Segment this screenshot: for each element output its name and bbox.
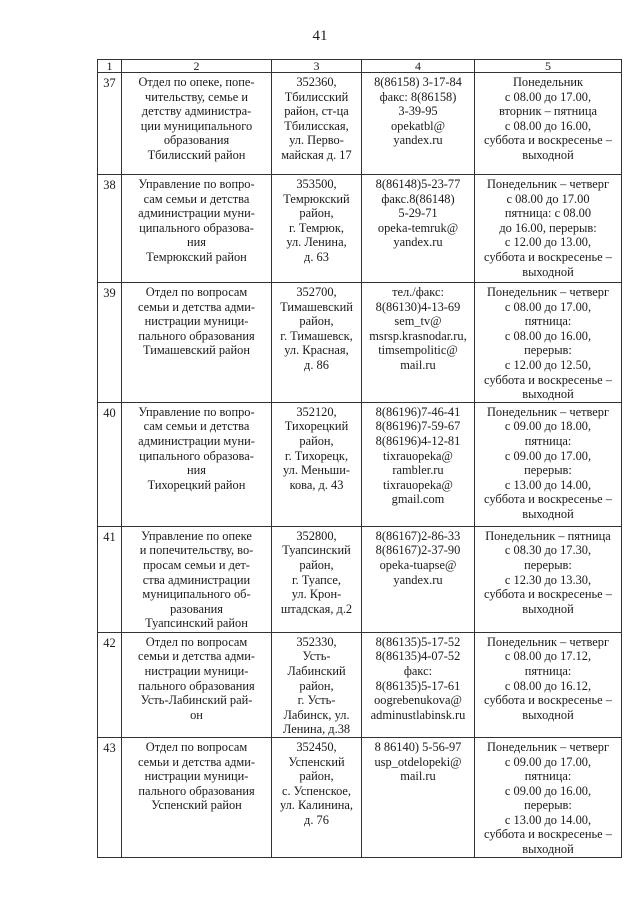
org-name-line: Темрюкский район — [146, 249, 247, 264]
org-name-line: детству администра- — [141, 104, 252, 119]
address-line: район, — [299, 678, 334, 693]
hours-line: суббота и воскресенье – — [484, 492, 612, 507]
hours-line: выходной — [522, 601, 574, 616]
address-line: г. Темрюк, — [289, 220, 344, 235]
hours-line: суббота и воскресенье – — [484, 372, 612, 387]
hours-line: выходной — [522, 387, 574, 402]
org-name-line: Отдел по вопросам — [145, 285, 248, 299]
address-line: Темрюкский — [283, 191, 350, 206]
contact-line: 8(86130)4-13-69 — [375, 299, 461, 314]
contact-line: usp_otdelopeki@ — [374, 754, 462, 769]
address-line: Успенский — [288, 754, 345, 769]
hours-line: пятница: с 08.00 — [504, 206, 592, 221]
address-line: район, — [299, 769, 334, 784]
hours-line: с 09.00 до 17.00, — [504, 448, 592, 463]
org-name-line: Тбилисский район — [147, 147, 246, 162]
contact-line: 8(86167)2-86-33 — [375, 528, 461, 543]
address-line: район, — [299, 557, 334, 572]
address-cell — [272, 283, 362, 403]
contact-line: 8(86135)5-17-61 — [375, 678, 461, 693]
address-line: ул. Калинина, — [279, 798, 354, 813]
org-name-line: просам семьи и дет- — [143, 557, 250, 572]
hours-line: суббота и воскресенье – — [484, 249, 612, 264]
hours-cell — [475, 283, 622, 403]
address-line: г. Тимашевск, — [280, 328, 353, 343]
contact-line: sem_tv@ — [394, 314, 442, 329]
address-line: Лабинск, ул. — [283, 707, 350, 722]
address-cell — [272, 175, 362, 283]
hours-line: выходной — [522, 506, 574, 521]
page-number: 41 — [312, 28, 328, 44]
contact-line: mail.ru — [400, 357, 436, 372]
contacts-cell — [362, 737, 475, 857]
hours-line: суббота и воскресенье – — [484, 827, 612, 842]
contact-line: 8(86196)7-59-67 — [375, 419, 461, 434]
contact-line: yandex.ru — [393, 133, 443, 148]
hours-line: Понедельник – четверг — [486, 285, 610, 299]
org-name-line: чительству, семье и — [145, 89, 248, 104]
address-line: 352330, — [296, 634, 337, 649]
address-line: район, ст-ца — [284, 104, 349, 119]
contact-line: opekatbl@ — [390, 118, 446, 133]
contact-line: 8(86167)2-37-90 — [375, 543, 461, 558]
contact-line: 8 86140) 5-56-97 — [374, 739, 462, 754]
org-name-line: Тимашевский район — [143, 343, 250, 358]
name-cell — [122, 526, 272, 632]
hours-line: Понедельник – четверг — [486, 177, 610, 191]
hours-line: выходной — [522, 707, 574, 722]
hours-line: с 08.00 до 17.00, — [504, 299, 592, 314]
contact-line: 8(86148)5-23-77 — [375, 177, 461, 191]
column-header: 3 — [272, 60, 362, 73]
contacts-cell — [362, 632, 475, 737]
table-row — [98, 737, 622, 857]
org-name-line: Тихорецкий район — [147, 477, 246, 492]
org-name-line: Управление по вопро- — [138, 404, 255, 419]
contact-line: факс: 8(86158) — [379, 89, 457, 104]
address-line: д. 63 — [304, 249, 329, 264]
column-header: 5 — [475, 60, 622, 73]
table-row — [98, 175, 622, 283]
contact-line: 5-29-71 — [398, 206, 438, 221]
address-line: район, — [299, 433, 334, 448]
contacts-cell — [362, 402, 475, 526]
address-line: ул. Ленина, — [286, 235, 347, 250]
contact-line: opeka-temruk@ — [377, 220, 459, 235]
hours-line: с 08.00 до 16.12, — [504, 678, 592, 693]
contact-line: tixrauopeka@ — [383, 448, 453, 463]
hours-cell — [475, 402, 622, 526]
contact-line: 8(86158) 3-17-84 — [374, 75, 462, 89]
address-line: штадская, д.2 — [280, 601, 353, 616]
org-name-line: Успенский район — [151, 798, 242, 813]
address-line: Туапсинский — [282, 543, 351, 558]
hours-cell — [475, 632, 622, 737]
hours-cell — [475, 737, 622, 857]
hours-line: с 09.00 до 18.00, — [504, 419, 592, 434]
contacts-cell — [362, 283, 475, 403]
contacts-cell — [362, 175, 475, 283]
address-line: 352700, — [296, 285, 337, 299]
contact-line: adminustlabinsk.ru — [370, 707, 466, 722]
hours-line: с 08.00 до 16.00, — [504, 118, 592, 133]
contact-line: oogrebenukova@ — [374, 693, 462, 708]
contacts-table — [97, 59, 622, 858]
contact-line: тел./факс: — [392, 285, 444, 299]
org-name-line: Управление по вопро- — [138, 177, 255, 191]
address-line: Ленина, д.38 — [282, 722, 351, 737]
table-row — [98, 73, 622, 175]
address-cell — [272, 737, 362, 857]
hours-line: с 12.00 до 13.00, — [504, 235, 592, 250]
name-cell — [122, 175, 272, 283]
hours-line: суббота и воскресенье – — [484, 587, 612, 602]
row-number: 41 — [98, 526, 122, 632]
hours-line: Понедельник – четверг — [486, 404, 610, 419]
hours-line: Понедельник – пятница — [485, 528, 611, 543]
hours-line: перерыв: — [524, 463, 572, 478]
org-name-line: нистрации муници- — [144, 663, 249, 678]
hours-line: с 08.00 до 17.00 — [506, 191, 590, 206]
hours-line: перерыв: — [524, 343, 572, 358]
org-name-line: ции муниципального — [140, 118, 253, 133]
hours-line: пятница: — [524, 314, 572, 329]
row-number: 38 — [98, 175, 122, 283]
address-cell — [272, 632, 362, 737]
org-name-line: Отдел по вопросам — [145, 634, 248, 649]
org-name-line: пального образования — [138, 328, 255, 343]
row-number: 43 — [98, 737, 122, 857]
address-line: г. Усть- — [297, 693, 336, 708]
hours-line: выходной — [522, 842, 574, 857]
hours-line: с 09.00 до 17.00, — [504, 754, 592, 769]
address-line: ул. Крон- — [291, 587, 342, 602]
address-cell — [272, 73, 362, 175]
address-line: д. 76 — [304, 812, 329, 827]
address-line: 353500, — [296, 177, 337, 191]
org-name-line: семьи и детства адми- — [137, 754, 256, 769]
hours-line: с 08.00 до 16.00, — [504, 328, 592, 343]
org-name-line: Туапсинский район — [145, 616, 248, 631]
address-line: кова, д. 43 — [289, 477, 344, 492]
org-name-line: ния — [187, 235, 206, 250]
org-name-line: семьи и детства адми- — [137, 299, 256, 314]
address-line: район, — [299, 206, 334, 221]
table-row — [98, 632, 622, 737]
hours-line: вторник – пятница — [499, 104, 597, 119]
row-number: 39 — [98, 283, 122, 403]
hours-cell — [475, 175, 622, 283]
address-line: 352120, — [296, 404, 337, 419]
contact-line: факс: — [403, 663, 433, 678]
org-name-line: пального образования — [138, 678, 255, 693]
hours-line: перерыв: — [524, 557, 572, 572]
address-line: 352360, — [296, 75, 337, 89]
contact-line: 8(86135)5-17-52 — [375, 634, 461, 649]
contact-line: yandex.ru — [393, 572, 443, 587]
hours-line: с 13.00 до 14.00, — [504, 477, 592, 492]
contact-line: rambler.ru — [392, 463, 444, 478]
table-row — [98, 283, 622, 403]
hours-line: с 12.00 до 12.50, — [504, 357, 592, 372]
hours-line: перерыв: — [524, 798, 572, 813]
address-line: Тимашевский — [280, 299, 353, 314]
address-line: Тбилисский — [284, 89, 349, 104]
org-name-line: ства администрации — [142, 572, 251, 587]
contact-line: timsempolitic@ — [378, 343, 458, 358]
hours-line: суббота и воскресенье – — [484, 693, 612, 708]
table-row — [98, 526, 622, 632]
address-line: с. Успенское, — [281, 783, 352, 798]
hours-line: с 08.00 до 17.00, — [504, 89, 592, 104]
org-name-line: Усть-Лабинский рай- — [140, 693, 253, 708]
hours-line: Понедельник – четверг — [486, 634, 610, 649]
org-name-line: сам семьи и детства — [143, 419, 250, 434]
contact-line: msrsp.krasnodar.ru, — [369, 328, 467, 343]
address-cell — [272, 526, 362, 632]
contact-line: 8(86196)7-46-41 — [375, 404, 461, 419]
hours-line: до 16.00, перерыв: — [499, 220, 597, 235]
row-number: 42 — [98, 632, 122, 737]
contact-line: yandex.ru — [393, 235, 443, 250]
name-cell — [122, 632, 272, 737]
contact-line: opeka-tuapse@ — [379, 557, 457, 572]
org-name-line: пального образования — [138, 783, 255, 798]
address-line: Лабинский — [287, 663, 346, 678]
hours-line: суббота и воскресенье – — [484, 133, 612, 148]
address-line: г. Тихорецк, — [284, 448, 349, 463]
address-line: ул. Меньши- — [283, 463, 350, 478]
org-name-line: нистрации муници- — [144, 769, 249, 784]
org-name-line: сам семьи и детства — [143, 191, 250, 206]
table-header-row — [98, 60, 622, 73]
hours-line: выходной — [522, 147, 574, 162]
contact-line: 8(86135)4-07-52 — [375, 649, 461, 664]
address-line: Тбилисская, — [284, 118, 349, 133]
name-cell — [122, 73, 272, 175]
hours-line: Понедельник – четверг — [486, 739, 610, 754]
contact-line: 3-39-95 — [398, 104, 438, 119]
row-number: 40 — [98, 402, 122, 526]
hours-line: Понедельник — [512, 75, 584, 89]
name-cell — [122, 737, 272, 857]
address-line: район, — [299, 314, 334, 329]
org-name-line: муниципального об- — [142, 587, 251, 602]
address-cell — [272, 402, 362, 526]
column-header: 4 — [362, 60, 475, 73]
org-name-line: ния — [187, 463, 206, 478]
column-header: 1 — [98, 60, 122, 73]
address-line: 352450, — [296, 739, 337, 754]
hours-line: пятница: — [524, 663, 572, 678]
address-line: д. 86 — [304, 357, 329, 372]
address-line: ул. Перво- — [289, 133, 344, 148]
contacts-cell — [362, 526, 475, 632]
hours-cell — [475, 526, 622, 632]
address-line: 352800, — [296, 528, 337, 543]
hours-line: пятница: — [524, 769, 572, 784]
contact-line: 8(86196)4-12-81 — [375, 433, 461, 448]
hours-line: с 12.30 до 13.30, — [504, 572, 592, 587]
address-line: Усть- — [302, 649, 331, 664]
org-name-line: Управление по опеке — [141, 528, 252, 543]
address-line: Тихорецкий — [284, 419, 349, 434]
org-name-line: разования — [170, 601, 223, 616]
address-line: ул. Красная, — [284, 343, 349, 358]
column-header: 2 — [122, 60, 272, 73]
org-name-line: администрации муни- — [138, 206, 255, 221]
hours-line: пятница: — [524, 433, 572, 448]
org-name-line: администрации муни- — [138, 433, 255, 448]
table-row — [98, 402, 622, 526]
contacts-cell — [362, 73, 475, 175]
org-name-line: ципального образова- — [139, 220, 254, 235]
contact-line: mail.ru — [400, 769, 436, 784]
hours-line: выходной — [522, 264, 574, 279]
row-number: 37 — [98, 73, 122, 175]
org-name-line: образования — [163, 133, 230, 148]
org-name-line: семьи и детства адми- — [137, 649, 256, 664]
contact-line: gmail.com — [391, 492, 445, 507]
hours-line: с 09.00 до 16.00, — [504, 783, 592, 798]
org-name-line: Отдел по вопросам — [145, 739, 248, 754]
name-cell — [122, 283, 272, 403]
org-name-line: ципального образова- — [139, 448, 254, 463]
org-name-line: Отдел по опеке, попе- — [138, 75, 255, 89]
hours-line: с 08.30 до 17.30, — [504, 543, 592, 558]
hours-line: с 08.00 до 17.12, — [504, 649, 592, 664]
contact-line: факс.8(86148) — [381, 191, 455, 206]
address-line: майская д. 17 — [281, 147, 352, 162]
hours-cell — [475, 73, 622, 175]
hours-line: с 13.00 до 14.00, — [504, 812, 592, 827]
contact-line: tixrauopeka@ — [383, 477, 453, 492]
org-name-line: он — [190, 707, 203, 722]
address-line: г. Туапсе, — [291, 572, 342, 587]
org-name-line: нистрации муници- — [144, 314, 249, 329]
org-name-line: и попечительству, во- — [139, 543, 254, 558]
name-cell — [122, 402, 272, 526]
